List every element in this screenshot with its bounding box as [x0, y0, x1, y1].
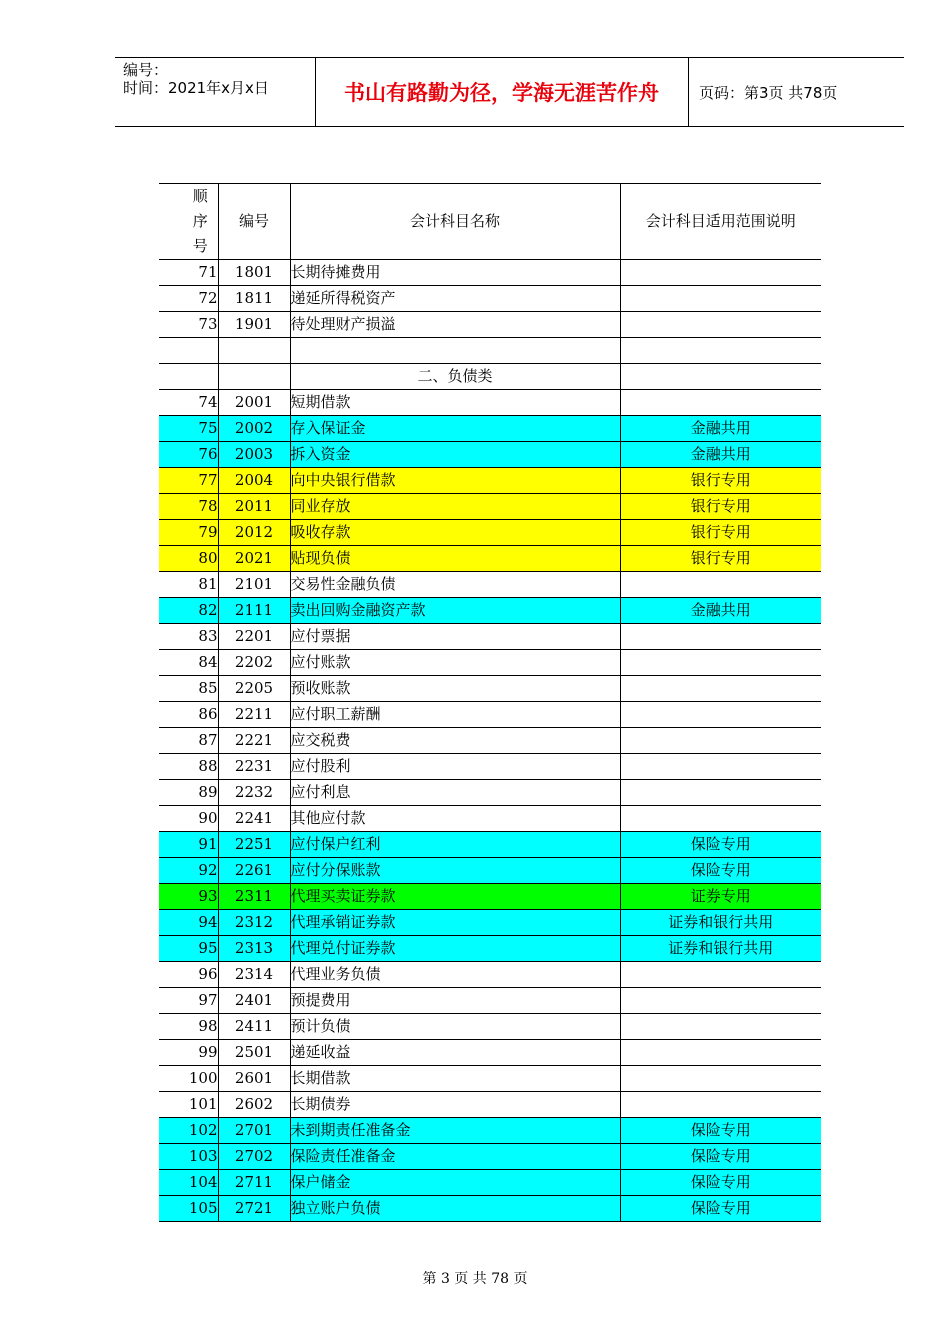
table-row — [159, 1092, 821, 1118]
table-row — [159, 832, 821, 858]
cell-account-name: 应付保户红利 — [290, 832, 620, 858]
header-code: 编号 — [218, 184, 290, 260]
cell-account-name: 应付账款 — [290, 650, 620, 676]
cell-account-name: 代理兑付证券款 — [290, 936, 620, 962]
table-row — [159, 572, 821, 598]
cell-order-number: 104 — [159, 1170, 218, 1196]
cell-scope — [620, 650, 821, 676]
cell-account-code: 2602 — [218, 1092, 290, 1118]
table-row — [159, 338, 821, 364]
table-row — [159, 910, 821, 936]
cell-order-number: 91 — [159, 832, 218, 858]
cell-account-code: 2601 — [218, 1066, 290, 1092]
table-row — [159, 520, 821, 546]
cell-account-name: 短期借款 — [290, 390, 620, 416]
cell-account-name: 交易性金融负债 — [290, 572, 620, 598]
cell-order-number: 100 — [159, 1066, 218, 1092]
cell-scope — [620, 988, 821, 1014]
cell-account-code: 2241 — [218, 806, 290, 832]
cell-account-name: 其他应付款 — [290, 806, 620, 832]
cell-scope — [620, 1014, 821, 1040]
cell-account-name: 预收账款 — [290, 676, 620, 702]
cell-account-code — [218, 338, 290, 364]
cell-account-name: 递延收益 — [290, 1040, 620, 1066]
cell-scope — [620, 338, 821, 364]
cell-order-number — [159, 364, 218, 390]
cell-order-number: 83 — [159, 624, 218, 650]
cell-scope: 银行专用 — [620, 468, 821, 494]
cell-account-code: 2401 — [218, 988, 290, 1014]
table-row — [159, 312, 821, 338]
cell-account-name: 未到期责任准备金 — [290, 1118, 620, 1144]
cell-account-code: 2004 — [218, 468, 290, 494]
cell-account-code: 2702 — [218, 1144, 290, 1170]
cell-account-code: 1901 — [218, 312, 290, 338]
cell-scope: 保险专用 — [620, 858, 821, 884]
cell-account-name: 存入保证金 — [290, 416, 620, 442]
table-row — [159, 936, 821, 962]
table-row — [159, 962, 821, 988]
cell-account-code: 2312 — [218, 910, 290, 936]
cell-account-code: 2001 — [218, 390, 290, 416]
cell-account-code: 2012 — [218, 520, 290, 546]
cell-account-name: 吸收存款 — [290, 520, 620, 546]
page-footer: 第 3 页 共 78 页 — [422, 1271, 528, 1287]
cell-order-number: 90 — [159, 806, 218, 832]
table-row — [159, 468, 821, 494]
table-row — [159, 494, 821, 520]
cell-account-name: 预提费用 — [290, 988, 620, 1014]
accounts-table — [159, 183, 821, 1222]
cell-scope: 银行专用 — [620, 546, 821, 572]
page-header — [115, 57, 904, 127]
cell-account-name: 同业存放 — [290, 494, 620, 520]
cell-scope — [620, 364, 821, 390]
cell-scope — [620, 1066, 821, 1092]
table-row — [159, 416, 821, 442]
table-row — [159, 754, 821, 780]
accounts-table-body — [159, 260, 821, 1222]
cell-scope: 证券和银行共用 — [620, 910, 821, 936]
cell-order-number: 86 — [159, 702, 218, 728]
cell-scope — [620, 806, 821, 832]
header-page-info: 页码：第3页 共78页 — [699, 84, 838, 102]
cell-order-number: 102 — [159, 1118, 218, 1144]
cell-account-name: 拆入资金 — [290, 442, 620, 468]
cell-order-number: 105 — [159, 1196, 218, 1222]
cell-account-code: 2211 — [218, 702, 290, 728]
cell-order-number: 103 — [159, 1144, 218, 1170]
cell-order-number: 81 — [159, 572, 218, 598]
cell-order-number: 101 — [159, 1092, 218, 1118]
cell-scope — [620, 260, 821, 286]
table-row — [159, 780, 821, 806]
cell-account-code: 2221 — [218, 728, 290, 754]
cell-account-name: 卖出回购金融资产款 — [290, 598, 620, 624]
cell-account-code: 2101 — [218, 572, 290, 598]
cell-account-name — [290, 338, 620, 364]
cell-scope: 保险专用 — [620, 1170, 821, 1196]
cell-account-name: 贴现负债 — [290, 546, 620, 572]
cell-scope: 金融共用 — [620, 416, 821, 442]
cell-scope: 保险专用 — [620, 1144, 821, 1170]
cell-account-code: 2021 — [218, 546, 290, 572]
cell-account-code: 2201 — [218, 624, 290, 650]
table-row — [159, 650, 821, 676]
cell-order-number: 89 — [159, 780, 218, 806]
cell-account-code: 2111 — [218, 598, 290, 624]
cell-order-number: 82 — [159, 598, 218, 624]
accounts-table-header — [159, 184, 821, 260]
cell-order-number: 94 — [159, 910, 218, 936]
cell-account-name: 保险责任准备金 — [290, 1144, 620, 1170]
cell-account-code — [218, 364, 290, 390]
cell-scope: 金融共用 — [620, 598, 821, 624]
cell-account-code: 2011 — [218, 494, 290, 520]
cell-order-number: 97 — [159, 988, 218, 1014]
cell-order-number: 80 — [159, 546, 218, 572]
cell-account-name: 代理承销证券款 — [290, 910, 620, 936]
cell-account-name: 二、负债类 — [290, 364, 620, 390]
cell-scope: 金融共用 — [620, 442, 821, 468]
table-row — [159, 676, 821, 702]
cell-account-code: 2311 — [218, 884, 290, 910]
cell-account-code: 2231 — [218, 754, 290, 780]
table-row — [159, 702, 821, 728]
cell-scope: 保险专用 — [620, 832, 821, 858]
table-row — [159, 858, 821, 884]
cell-account-name: 预计负债 — [290, 1014, 620, 1040]
cell-account-code: 2251 — [218, 832, 290, 858]
cell-account-name: 长期待摊费用 — [290, 260, 620, 286]
document-number-label: 编号： — [123, 61, 169, 79]
table-row — [159, 1170, 821, 1196]
cell-order-number: 99 — [159, 1040, 218, 1066]
table-row — [159, 1196, 821, 1222]
cell-scope: 保险专用 — [620, 1118, 821, 1144]
cell-account-code: 2721 — [218, 1196, 290, 1222]
cell-account-code: 2002 — [218, 416, 290, 442]
cell-order-number: 73 — [159, 312, 218, 338]
cell-order-number: 93 — [159, 884, 218, 910]
header-account-name: 会计科目名称 — [290, 184, 620, 260]
cell-account-name: 待处理财产损溢 — [290, 312, 620, 338]
table-row — [159, 1144, 821, 1170]
cell-scope: 保险专用 — [620, 1196, 821, 1222]
cell-account-code: 1801 — [218, 260, 290, 286]
cell-account-code: 2202 — [218, 650, 290, 676]
cell-order-number: 79 — [159, 520, 218, 546]
table-row — [159, 1040, 821, 1066]
cell-scope: 证券和银行共用 — [620, 936, 821, 962]
cell-account-code: 2411 — [218, 1014, 290, 1040]
cell-account-code: 2261 — [218, 858, 290, 884]
header-meta-cell — [115, 58, 316, 126]
cell-order-number: 85 — [159, 676, 218, 702]
cell-order-number: 96 — [159, 962, 218, 988]
cell-order-number: 75 — [159, 416, 218, 442]
cell-account-name: 代理业务负债 — [290, 962, 620, 988]
cell-scope — [620, 624, 821, 650]
header-motto-cell — [315, 58, 689, 126]
cell-account-code: 2314 — [218, 962, 290, 988]
table-row — [159, 806, 821, 832]
cell-account-name: 代理买卖证券款 — [290, 884, 620, 910]
document-time-label: 时间：2021年x月x日 — [123, 79, 269, 97]
cell-scope — [620, 780, 821, 806]
cell-scope — [620, 1040, 821, 1066]
cell-scope — [620, 676, 821, 702]
table-row — [159, 390, 821, 416]
cell-order-number: 77 — [159, 468, 218, 494]
cell-account-name: 独立账户负债 — [290, 1196, 620, 1222]
cell-order-number: 95 — [159, 936, 218, 962]
cell-order-number: 88 — [159, 754, 218, 780]
cell-order-number: 78 — [159, 494, 218, 520]
table-row — [159, 728, 821, 754]
cell-account-name: 应付股利 — [290, 754, 620, 780]
cell-account-code: 2232 — [218, 780, 290, 806]
cell-account-name: 保户储金 — [290, 1170, 620, 1196]
header-order-number-text: 顺 序 号 — [192, 187, 208, 255]
header-motto: 书山有路勤为径，学海无涯苦作舟 — [344, 81, 659, 105]
table-row — [159, 286, 821, 312]
table-row — [159, 546, 821, 572]
cell-account-code: 1811 — [218, 286, 290, 312]
table-row — [159, 988, 821, 1014]
header-scope: 会计科目适用范围说明 — [620, 184, 821, 260]
table-row — [159, 598, 821, 624]
header-page-cell — [689, 58, 904, 126]
cell-scope — [620, 728, 821, 754]
table-row — [159, 884, 821, 910]
cell-account-name: 应付职工薪酬 — [290, 702, 620, 728]
cell-scope — [620, 962, 821, 988]
cell-account-name: 长期债券 — [290, 1092, 620, 1118]
cell-account-code: 2313 — [218, 936, 290, 962]
cell-scope — [620, 312, 821, 338]
cell-account-name: 向中央银行借款 — [290, 468, 620, 494]
cell-order-number: 87 — [159, 728, 218, 754]
cell-scope — [620, 1092, 821, 1118]
cell-account-name: 应付票据 — [290, 624, 620, 650]
cell-account-code: 2711 — [218, 1170, 290, 1196]
table-row — [159, 1066, 821, 1092]
cell-scope — [620, 572, 821, 598]
header-order-number — [159, 184, 218, 260]
table-row — [159, 624, 821, 650]
cell-order-number: 76 — [159, 442, 218, 468]
cell-order-number: 92 — [159, 858, 218, 884]
cell-scope: 证券专用 — [620, 884, 821, 910]
cell-account-code: 2003 — [218, 442, 290, 468]
cell-scope — [620, 286, 821, 312]
cell-scope — [620, 754, 821, 780]
cell-account-code: 2205 — [218, 676, 290, 702]
cell-order-number — [159, 338, 218, 364]
table-header-row — [159, 184, 821, 260]
cell-order-number: 84 — [159, 650, 218, 676]
table-row — [159, 364, 821, 390]
cell-account-name: 递延所得税资产 — [290, 286, 620, 312]
cell-account-name: 应付利息 — [290, 780, 620, 806]
cell-scope — [620, 390, 821, 416]
cell-order-number: 98 — [159, 1014, 218, 1040]
cell-account-name: 应付分保账款 — [290, 858, 620, 884]
cell-account-code: 2701 — [218, 1118, 290, 1144]
table-row — [159, 1014, 821, 1040]
cell-scope — [620, 702, 821, 728]
cell-scope: 银行专用 — [620, 494, 821, 520]
cell-scope: 银行专用 — [620, 520, 821, 546]
cell-order-number: 71 — [159, 260, 218, 286]
table-row — [159, 442, 821, 468]
cell-account-code: 2501 — [218, 1040, 290, 1066]
cell-order-number: 72 — [159, 286, 218, 312]
cell-account-name: 应交税费 — [290, 728, 620, 754]
table-row — [159, 260, 821, 286]
cell-account-name: 长期借款 — [290, 1066, 620, 1092]
table-row — [159, 1118, 821, 1144]
cell-order-number: 74 — [159, 390, 218, 416]
